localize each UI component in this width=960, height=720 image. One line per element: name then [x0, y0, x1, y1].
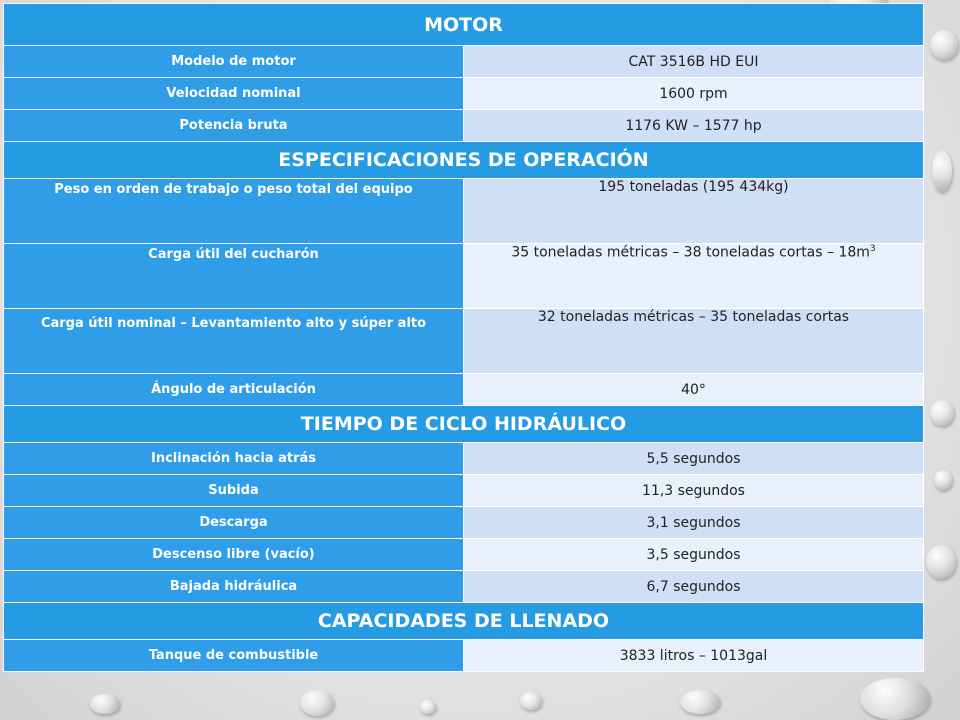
water-drop-decoration	[860, 678, 930, 720]
spec-label: Bajada hidráulica	[4, 571, 464, 603]
spec-row	[4, 571, 924, 603]
spec-value: 40°	[464, 374, 924, 406]
spec-value: 11,3 segundos	[464, 475, 924, 507]
spec-value: 195 toneladas (195 434kg)	[464, 179, 924, 244]
water-drop-decoration	[930, 30, 958, 60]
water-drop-decoration	[926, 545, 956, 579]
spec-label: Carga útil del cucharón	[4, 244, 464, 309]
water-drop-decoration	[420, 700, 436, 714]
section-header-capacidades	[4, 603, 924, 640]
spec-row	[4, 374, 924, 406]
section-header-operacion	[4, 142, 924, 179]
spec-label: Descenso libre (vacío)	[4, 539, 464, 571]
water-drop-decoration	[932, 150, 952, 192]
section-title: CAPACIDADES DE LLENADO	[4, 603, 924, 640]
spec-value: 6,7 segundos	[464, 571, 924, 603]
spec-label: Tanque de combustible	[4, 640, 464, 672]
spec-value: 3,5 segundos	[464, 539, 924, 571]
spec-label: Peso en orden de trabajo o peso total del equipo	[4, 179, 464, 244]
spec-value: 1176 KW – 1577 hp	[464, 110, 924, 142]
spec-row	[4, 507, 924, 539]
spec-value: 3833 litros – 1013gal	[464, 640, 924, 672]
spec-label: Potencia bruta	[4, 110, 464, 142]
spec-row	[4, 539, 924, 571]
section-header-tiempo-ciclo	[4, 406, 924, 443]
spec-row	[4, 309, 924, 374]
spec-value: 5,5 segundos	[464, 443, 924, 475]
water-drop-decoration	[680, 690, 720, 714]
spec-label: Carga útil nominal – Levantamiento alto y súper alto	[4, 309, 464, 374]
section-title: MOTOR	[4, 4, 924, 46]
spec-row	[4, 46, 924, 78]
water-drop-decoration	[930, 400, 954, 426]
spec-value: 1600 rpm	[464, 78, 924, 110]
spec-label: Subida	[4, 475, 464, 507]
spec-value: CAT 3516B HD EUI	[464, 46, 924, 78]
water-drop-decoration	[90, 694, 120, 714]
spec-label: Modelo de motor	[4, 46, 464, 78]
spec-row	[4, 179, 924, 244]
spec-row	[4, 475, 924, 507]
spec-value: 32 toneladas métricas – 35 toneladas cortas	[464, 309, 924, 374]
section-header-motor	[4, 4, 924, 46]
water-drop-decoration	[520, 692, 542, 710]
superscript-exponent: 3	[869, 244, 876, 254]
spec-label: Inclinación hacia atrás	[4, 443, 464, 475]
spec-value	[464, 244, 924, 309]
spec-row	[4, 78, 924, 110]
spec-label: Descarga	[4, 507, 464, 539]
spec-row	[4, 443, 924, 475]
spec-row	[4, 244, 924, 309]
spec-value-text: 35 toneladas métricas – 38 toneladas cortas – 18m	[511, 244, 870, 261]
section-title: TIEMPO DE CICLO HIDRÁULICO	[4, 406, 924, 443]
spec-label: Velocidad nominal	[4, 78, 464, 110]
specifications-table	[3, 3, 924, 672]
spec-row	[4, 110, 924, 142]
spec-label: Ángulo de articulación	[4, 374, 464, 406]
section-title: ESPECIFICACIONES DE OPERACIÓN	[4, 142, 924, 179]
spec-value: 3,1 segundos	[464, 507, 924, 539]
water-drop-decoration	[300, 690, 334, 716]
spec-row	[4, 640, 924, 672]
water-drop-decoration	[934, 470, 952, 490]
